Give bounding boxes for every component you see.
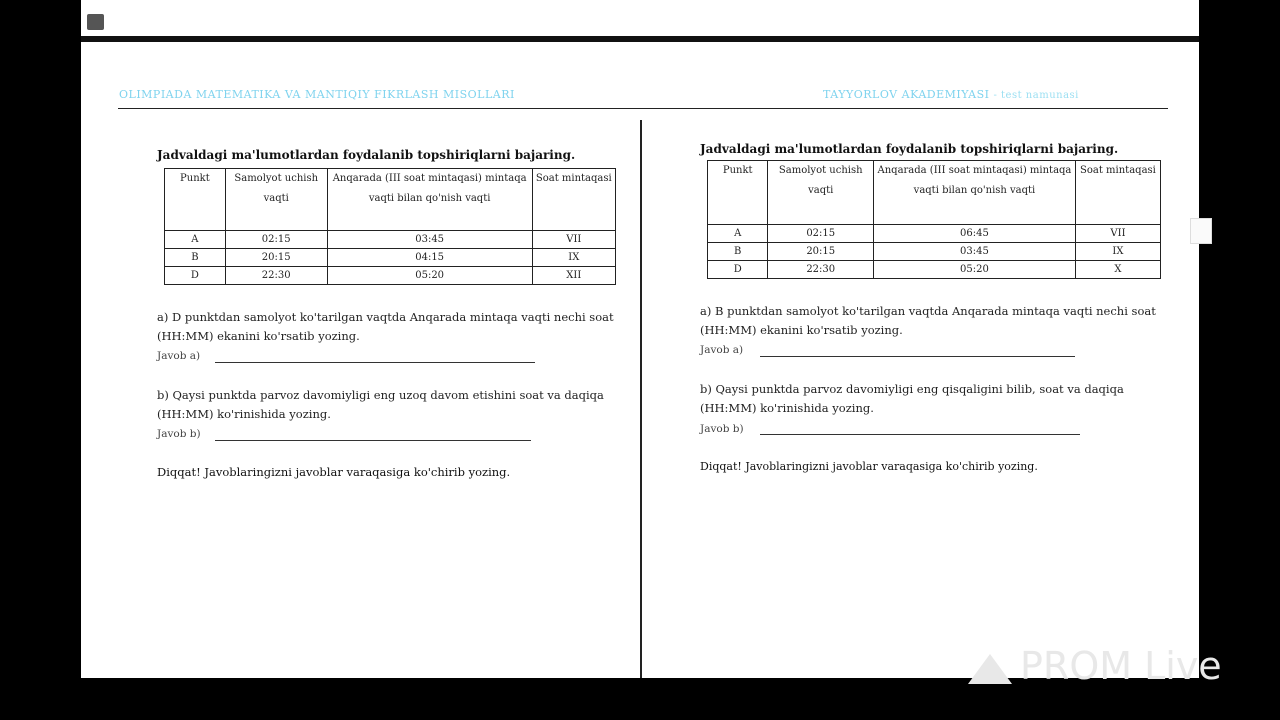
table-row (708, 261, 1161, 279)
table-row (165, 249, 616, 267)
notice-text: Diqqat! Javoblaringizni javoblar varaqasiga ko'chirib yozing. (157, 465, 511, 479)
answer-b-line[interactable] (215, 440, 531, 441)
table-header: Samolyot uchish vaqti (768, 161, 874, 225)
table-cell: X (1075, 261, 1160, 279)
table-cell: A (165, 231, 226, 249)
answer-a-label: Javob a) (157, 350, 201, 362)
answer-a-line[interactable] (215, 362, 535, 363)
notice-text: Diqqat! Javoblaringizni javoblar varaqasiga ko'chirib yozing. (700, 460, 1038, 473)
menu-icon[interactable] (87, 14, 104, 30)
table-row (165, 231, 616, 249)
table-cell: 20:15 (225, 249, 327, 267)
header-right-sub: - test namunasi (993, 90, 1079, 101)
table-cell: VII (1075, 225, 1160, 243)
table-header: Soat mintaqasi (1075, 161, 1160, 225)
stream-logo-icon (968, 654, 1012, 684)
table-cell: 03:45 (874, 243, 1076, 261)
viewer-toolbar (81, 0, 1199, 36)
answer-b-label: Javob b) (700, 423, 744, 435)
question-b: b) Qaysi punktda parvoz davomiyligi eng uzoq davom etishini soat va daqiqa (HH:MM) ko'rinishida yozing. (157, 388, 604, 421)
table-cell: 02:15 (768, 225, 874, 243)
stream-watermark (968, 644, 1222, 688)
header-right-title: TAYYORLOV AKADEMIYASI (823, 88, 990, 101)
table-header: Samolyot uchish vaqti (225, 169, 327, 231)
question-a: a) B punktdan samolyot ko'tarilgan vaqtda Anqarada mintaqa vaqti nechi soat (HH:MM) ekanini ko'rsatib yozing. (700, 304, 1156, 337)
table-cell: 05:20 (327, 267, 532, 285)
table-cell: B (165, 249, 226, 267)
answer-a-label: Javob a) (700, 344, 744, 356)
table-header: Anqarada (III soat mintaqasi) mintaqa vaqti bilan qo'nish vaqti (327, 169, 532, 231)
table-row (708, 225, 1161, 243)
table-cell: 02:15 (225, 231, 327, 249)
watermark-text: PROM Live (1020, 644, 1222, 688)
table-cell: A (708, 225, 768, 243)
table-cell: 04:15 (327, 249, 532, 267)
toolbar-divider (81, 36, 1199, 42)
page-header-left: OLIMPIADA MATEMATIKA VA MANTIQIY FIKRLASH MISOLLARI (119, 88, 515, 101)
answer-b-label: Javob b) (157, 428, 201, 440)
question-b: b) Qaysi punktda parvoz davomiyligi eng qisqaligini bilib, soat va daqiqa (HH:MM) ko'rinishida yozing. (700, 382, 1124, 415)
table-cell: IX (532, 249, 615, 267)
table-cell: VII (532, 231, 615, 249)
table-header: Anqarada (III soat mintaqasi) mintaqa vaqti bilan qo'nish vaqti (874, 161, 1076, 225)
column-divider (640, 120, 642, 678)
answer-b-line[interactable] (760, 434, 1080, 435)
table-cell: XII (532, 267, 615, 285)
table-cell: 20:15 (768, 243, 874, 261)
table-header: Punkt (165, 169, 226, 231)
question-a: a) D punktdan samolyot ko'tarilgan vaqtda Anqarada mintaqa vaqti nechi soat (HH:MM) ekanini ko'rsatib yozing. (157, 310, 614, 343)
table-cell: 05:20 (874, 261, 1076, 279)
table-header: Soat mintaqasi (532, 169, 615, 231)
flight-table (707, 160, 1161, 279)
task-title: Jadvaldagi ma'lumotlardan foydalanib topshiriqlarni bajaring. (700, 142, 1119, 156)
answer-a-line[interactable] (760, 356, 1075, 357)
table-cell: D (708, 261, 768, 279)
page-scroll-handle[interactable] (1190, 218, 1212, 244)
page-header-right (823, 88, 1079, 101)
header-rule (118, 108, 1168, 109)
document-page (81, 0, 1199, 678)
table-cell: 03:45 (327, 231, 532, 249)
flight-table (164, 168, 616, 285)
task-title: Jadvaldagi ma'lumotlardan foydalanib topshiriqlarni bajaring. (157, 148, 576, 162)
table-cell: IX (1075, 243, 1160, 261)
table-cell: 06:45 (874, 225, 1076, 243)
table-row (165, 267, 616, 285)
table-cell: 22:30 (225, 267, 327, 285)
table-header: Punkt (708, 161, 768, 225)
table-cell: 22:30 (768, 261, 874, 279)
table-row (708, 243, 1161, 261)
table-cell: D (165, 267, 226, 285)
table-cell: B (708, 243, 768, 261)
